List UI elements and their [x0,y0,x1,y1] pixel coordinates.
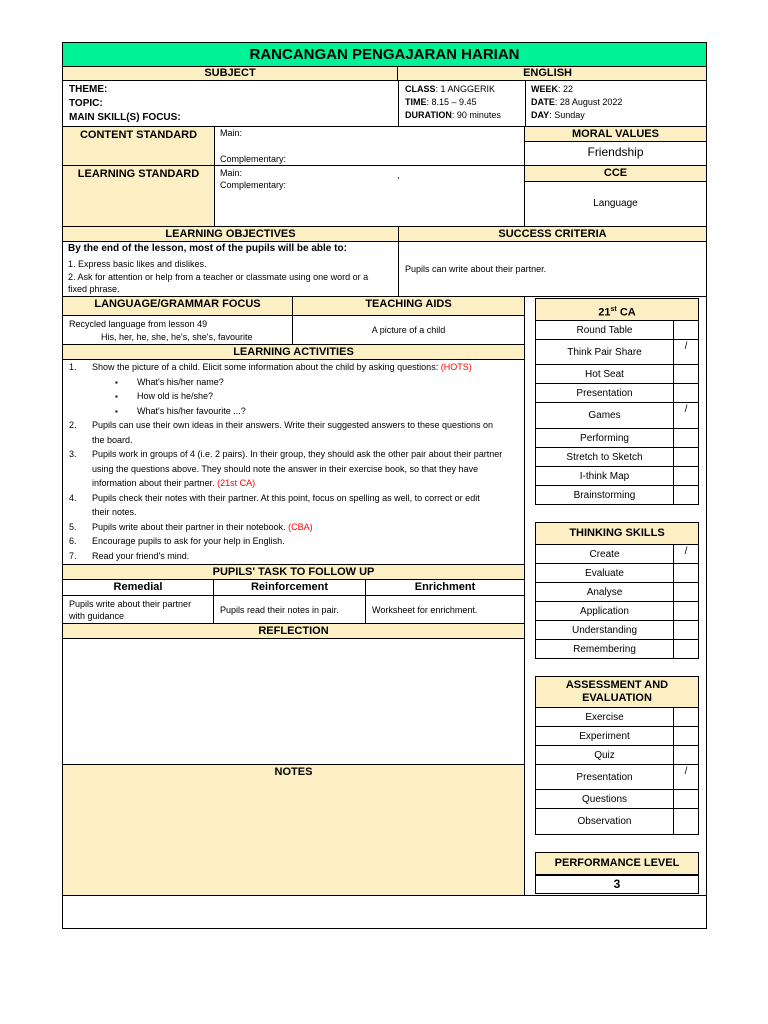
thinking-row [535,544,699,564]
ca21-checkbox[interactable] [674,365,698,383]
thinking-checkbox[interactable] [674,583,698,601]
ca21-row [535,466,699,486]
activity-line: 5. Pupils write about their partner in their notebook. (CBA) [69,521,313,532]
ca21-label: I-think Map [536,467,674,485]
reinforcement-header: Reinforcement [213,579,366,596]
moral-values-cell [524,141,707,166]
learning-activities-cell [62,359,525,565]
ca21-row [535,320,699,340]
activity-line: information about their partner. (21st CA) [92,478,256,488]
bullet-icon: ▪ [115,392,118,401]
ca21-label: Round Table [536,321,674,339]
language-focus-header: LANGUAGE/GRAMMAR FOCUS [62,296,293,316]
ca21-label: Think Pair Share [536,340,674,364]
activity-line: their notes. [92,507,137,517]
activity-line: using the questions above. They should note the answer in their exercise book, so that they have [92,463,479,474]
thinking-checkbox[interactable]: / [684,546,688,557]
assessment-checkbox[interactable] [674,809,698,834]
language-focus-cell: Recycled language from lesson 49 His, her, he, she, he's, she's, favourite [62,315,293,345]
ca21-checkbox[interactable] [674,486,698,504]
thinking-checkbox[interactable] [674,564,698,582]
bullet-icon: ▪ [115,377,118,387]
thinking-checkbox[interactable] [674,640,698,658]
assessment-row [535,745,699,765]
theme-label: THEME: [69,84,108,95]
ca21-checkbox[interactable] [674,429,698,447]
assessment-label: Observation [536,809,674,834]
assessment-row [535,789,699,809]
ca21-checkbox[interactable] [674,467,698,485]
assessment-row [535,726,699,746]
assessment-label: Experiment [536,727,674,745]
assessment-label: Exercise [536,708,674,726]
ca21-row [535,485,699,505]
thinking-label: Understanding [536,621,674,639]
moral-values-header: MORAL VALUES [524,126,707,142]
thinking-row [535,563,699,583]
date-info: DATE: 28 August 2022 [531,97,623,107]
thinking-label: Evaluate [536,564,674,582]
footer-row [62,895,707,929]
ca21-row [535,364,699,384]
activity-line: 6. Encourage pupils to ask for your help in English. [69,536,285,546]
performance-level-cell [535,875,699,894]
activity-line: ▪ What's his/her name? [115,376,224,387]
teaching-aid-text: A picture of a child [371,325,446,335]
ca21-label: Presentation [536,384,674,402]
enrichment-header: Enrichment [365,579,525,596]
learning-activities-header: LEARNING ACTIVITIES [62,344,525,360]
ca21-label: Hot Seat [536,365,674,383]
success-criteria-cell [398,241,707,297]
thinking-skills-header: THINKING SKILLS [535,522,699,545]
activity-line: the board. [92,434,133,445]
assessment-checkbox[interactable] [674,727,698,745]
activity-line: ▪ What's his/her favourite ...? [115,405,246,416]
activity-line: 2. Pupils can use their own ideas in their answers. Write their suggested answers to these questions on [69,420,494,430]
learning-objectives-cell [62,241,399,297]
week-info: WEEK: 22 [531,84,574,94]
activity-line: ▪ How old is he/she? [115,391,214,401]
class-info: CLASS: 1 ANGGERIK [405,84,496,94]
english-header: ENGLISH [397,66,707,81]
objective-item: fixed phrase. [68,284,120,294]
activity-line: 3. Pupils work in groups of 4 (i.e. 2 pairs). In their group, they should ask the other pair about their partner [69,449,503,459]
cce-header: CCE [524,165,707,182]
ca21-row [535,428,699,448]
ca21-header: 21st CA [535,298,699,321]
thinking-checkbox[interactable] [674,621,698,639]
assessment-checkbox[interactable] [674,746,698,764]
learning-standard-label: LEARNING STANDARD [62,165,215,227]
reinforcement-cell: Pupils read their notes in pair. [213,595,366,624]
cce-text: Language [593,198,638,209]
ca21-label: Stretch to Sketch [536,448,674,466]
thinking-checkbox[interactable] [674,602,698,620]
page-title-bar [62,42,707,67]
thinking-row [535,620,699,640]
assessment-label: Questions [536,790,674,808]
topic-label: TOPIC: [69,98,103,109]
subject-header: SUBJECT [62,66,398,81]
thinking-label: Remembering [536,640,674,658]
reflection-header: REFLECTION [62,623,525,639]
learning-standard-cell: Main: , Complementary: [214,165,525,227]
skill-label: MAIN SKILL(S) FOCUS: [69,112,181,123]
assessment-header: ASSESSMENT AND EVALUATION [535,676,699,708]
activity-line: 1. Show the picture of a child. Elicit some information about the child by asking questions: (HOTS) [69,362,472,372]
enrichment-cell: Worksheet for enrichment. [365,595,525,624]
activity-line: 4. Pupils check their notes with their partner. At this point, focus on spelling as well, to correct or edit [69,492,480,503]
notes-cell[interactable]: NOTES [62,764,525,896]
content-standard-cell: Main: Complementary: [214,126,525,166]
ca21-row [535,447,699,467]
activity-line: 7. Read your friend's mind. [69,550,190,561]
ca21-checkbox[interactable]: / [684,404,688,415]
thinking-label: Analyse [536,583,674,601]
assessment-checkbox[interactable] [674,708,698,726]
assessment-label: Presentation [536,765,674,789]
bullet-icon: ▪ [115,406,118,416]
thinking-label: Application [536,602,674,620]
remedial-header: Remedial [62,579,214,596]
ca21-checkbox[interactable] [674,321,698,339]
ca21-checkbox[interactable] [674,384,698,402]
thinking-label: Create [536,545,674,563]
pupils-task-header: PUPILS' TASK TO FOLLOW UP [62,564,525,580]
content-standard-label: CONTENT STANDARD [62,126,215,166]
objective-item: 2. Ask for attention or help from a teacher or classmate using one word or a [68,272,369,282]
cce-cell [524,181,707,227]
day-info: DAY: Sunday [531,110,585,120]
learning-objectives-header: LEARNING OBJECTIVES [62,226,399,242]
moral-value-text: Friendship [587,145,644,159]
performance-level-header: PERFORMANCE LEVEL [535,852,699,875]
ca21-label: Games [536,403,674,428]
duration-info: DURATION: 90 minutes [405,110,501,120]
teaching-aids-cell [292,315,525,345]
thinking-row [535,582,699,602]
assessment-checkbox[interactable]: / [684,766,688,777]
ca21-checkbox[interactable]: / [684,341,688,352]
ca21-label: Brainstorming [536,486,674,504]
info-row [62,80,707,127]
ca21-label: Performing [536,429,674,447]
assessment-label: Quiz [536,746,674,764]
thinking-row [535,601,699,621]
ca21-row [535,339,699,365]
reflection-cell[interactable] [62,638,525,765]
ca21-checkbox[interactable] [674,448,698,466]
ca21-row [535,402,699,429]
time-info: TIME: 8.15 – 9.45 [405,97,477,107]
objective-item: 1. Express basic likes and dislikes. [68,259,207,269]
assessment-row [535,764,699,790]
objectives-intro: By the end of the lesson, most of the pupils will be able to: [68,243,347,254]
performance-level-value: 3 [613,877,621,891]
assessment-row [535,707,699,727]
success-criteria-header: SUCCESS CRITERIA [398,226,707,242]
success-criteria-text: Pupils can write about their partner. [405,264,547,274]
page-title: RANCANGAN PENGAJARAN HARIAN [249,46,520,63]
ca21-row [535,383,699,403]
teaching-aids-header: TEACHING AIDS [292,296,525,316]
thinking-row [535,639,699,659]
remedial-cell: Pupils write about their partner with guidance [62,595,214,624]
assessment-row [535,808,699,835]
assessment-checkbox[interactable] [674,790,698,808]
